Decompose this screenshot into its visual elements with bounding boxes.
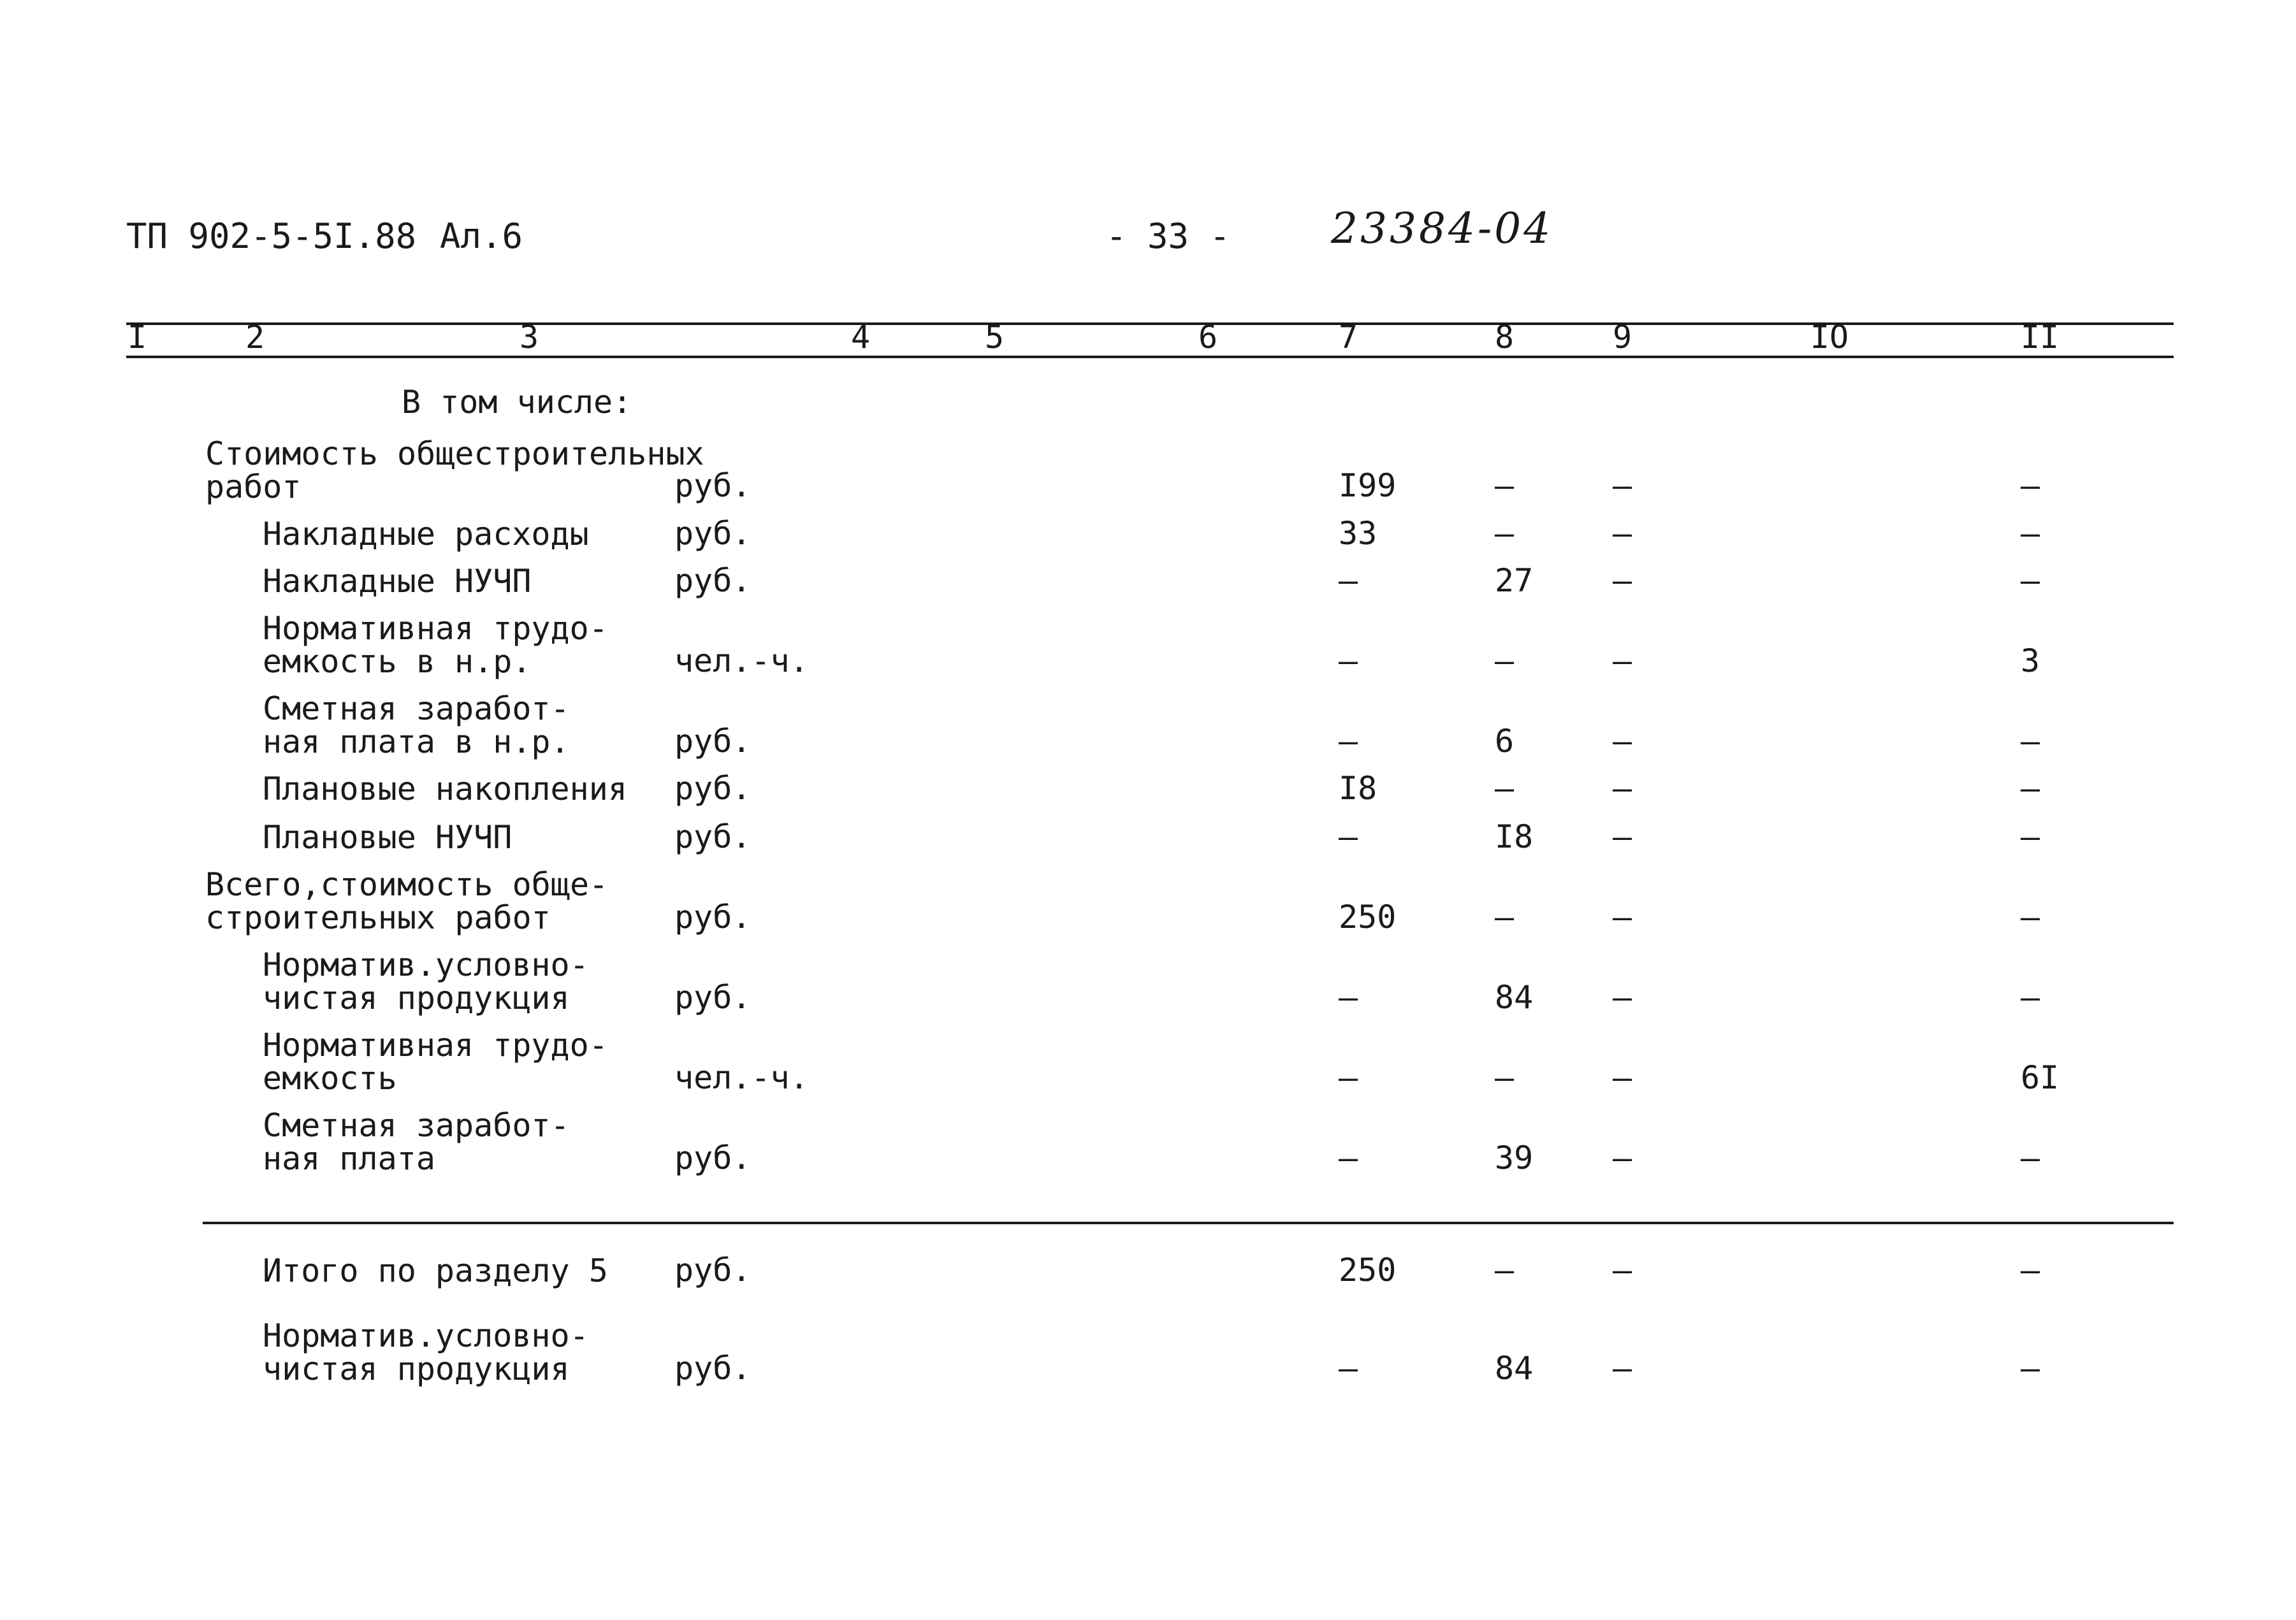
cell-col-7: 250 <box>1339 1252 1397 1289</box>
cell-col-9: – <box>1613 1252 1632 1289</box>
cell-col-11: – <box>2021 1139 2040 1176</box>
cell-col-7: I99 <box>1339 467 1397 504</box>
cell-col-7: I8 <box>1339 770 1377 807</box>
row-label: Норматив.условно- чистая продукция <box>263 946 589 1016</box>
intro-heading: В том числе: <box>402 384 632 421</box>
cell-col-11: 3 <box>2021 642 2040 679</box>
cell-col-9: – <box>1613 467 1632 504</box>
cell-col-11: 6I <box>2021 1059 2060 1096</box>
row-label: Плановые накопления <box>263 770 627 807</box>
row-unit: чел.-ч. <box>674 1059 809 1096</box>
row-label: Нормативная трудо- емкость в н.р. <box>263 610 608 680</box>
section-separator-rule <box>203 1222 2174 1224</box>
row-label: Всего,стоимость обще- строительных работ <box>205 866 609 936</box>
cell-col-9: – <box>1613 770 1632 807</box>
cell-col-7: – <box>1339 979 1358 1016</box>
page-number: - 33 - <box>1106 216 1231 256</box>
cell-col-8: – <box>1495 899 1515 936</box>
row-unit: руб. <box>674 467 752 504</box>
row-unit: руб. <box>674 899 752 936</box>
cell-col-8: 84 <box>1495 1350 1534 1387</box>
cell-col-9: – <box>1613 899 1632 936</box>
cell-col-8: 39 <box>1495 1139 1534 1176</box>
column-number-7: 7 <box>1339 319 1358 356</box>
cell-col-8: – <box>1495 1059 1515 1096</box>
cell-col-9: – <box>1613 515 1632 552</box>
row-unit: руб. <box>674 1139 752 1176</box>
row-label: Норматив.условно- чистая продукция <box>263 1317 589 1387</box>
cell-col-9: – <box>1613 642 1632 679</box>
cell-col-11: – <box>2021 770 2040 807</box>
cell-col-7: – <box>1339 642 1358 679</box>
cell-col-7: – <box>1339 723 1358 760</box>
cell-col-8: 6 <box>1495 723 1515 760</box>
cell-col-11: – <box>2021 1350 2040 1387</box>
row-label: Стоимость общестроительных работ <box>205 435 704 505</box>
column-number-1: I <box>127 319 147 356</box>
album-number: Ал.6 <box>440 216 523 256</box>
row-unit: руб. <box>674 818 752 855</box>
row-label: Накладные НУЧП <box>263 563 532 600</box>
cell-col-11: – <box>2021 723 2040 760</box>
row-label: Сметная заработ- ная плата в н.р. <box>263 690 570 760</box>
cell-col-8: 84 <box>1495 979 1534 1016</box>
cell-col-8: – <box>1495 642 1515 679</box>
cell-col-7: – <box>1339 1350 1358 1387</box>
cell-col-7: – <box>1339 1059 1358 1096</box>
row-unit: руб. <box>674 515 752 552</box>
document-code: ТП 902-5-5I.88 <box>126 216 417 256</box>
cell-col-11: – <box>2021 515 2040 552</box>
column-number-5: 5 <box>985 319 1005 356</box>
row-unit: руб. <box>674 1350 752 1387</box>
cell-col-11: – <box>2021 1252 2040 1289</box>
column-number-6: 6 <box>1198 319 1218 356</box>
cell-col-8: – <box>1495 1252 1515 1289</box>
cell-col-8: – <box>1495 515 1515 552</box>
cell-col-7: – <box>1339 1139 1358 1176</box>
column-number-3: 3 <box>520 319 539 356</box>
cell-col-11: – <box>2021 979 2040 1016</box>
row-unit: руб. <box>674 979 752 1016</box>
cell-col-7: 250 <box>1339 899 1397 936</box>
cell-col-11: – <box>2021 467 2040 504</box>
cell-col-9: – <box>1613 1139 1632 1176</box>
cell-col-9: – <box>1613 562 1632 599</box>
column-number-2: 2 <box>245 319 265 356</box>
cell-col-7: – <box>1339 562 1358 599</box>
cell-col-9: – <box>1613 818 1632 855</box>
row-label: Сметная заработ- ная плата <box>263 1107 570 1177</box>
table-top-rule <box>126 322 2174 325</box>
table-header-bottom-rule <box>126 356 2174 358</box>
column-number-10: IO <box>1810 319 1849 356</box>
row-unit: руб. <box>674 770 752 807</box>
cell-col-11: – <box>2021 899 2040 936</box>
cell-col-9: – <box>1613 1059 1632 1096</box>
row-label: Плановые НУЧП <box>263 819 512 856</box>
cell-col-9: – <box>1613 979 1632 1016</box>
cell-col-9: – <box>1613 723 1632 760</box>
column-number-4: 4 <box>851 319 871 356</box>
cell-col-7: – <box>1339 818 1358 855</box>
row-label: Нормативная трудо- емкость <box>263 1027 608 1097</box>
cell-col-7: 33 <box>1339 515 1377 552</box>
cell-col-8: – <box>1495 467 1515 504</box>
handwritten-number: 23384-04 <box>1331 204 1553 253</box>
cell-col-8: I8 <box>1495 818 1534 855</box>
row-label: Накладные расходы <box>263 516 589 553</box>
row-unit: чел.-ч. <box>674 642 809 679</box>
row-label: Итого по разделу 5 <box>263 1252 608 1289</box>
cell-col-11: – <box>2021 562 2040 599</box>
row-unit: руб. <box>674 1252 752 1289</box>
cell-col-8: – <box>1495 770 1515 807</box>
cell-col-8: 27 <box>1495 562 1534 599</box>
column-number-11: II <box>2021 319 2060 356</box>
cell-col-9: – <box>1613 1350 1632 1387</box>
row-unit: руб. <box>674 562 752 599</box>
row-unit: руб. <box>674 723 752 760</box>
cell-col-11: – <box>2021 818 2040 855</box>
column-number-8: 8 <box>1495 319 1515 356</box>
column-number-9: 9 <box>1613 319 1632 356</box>
